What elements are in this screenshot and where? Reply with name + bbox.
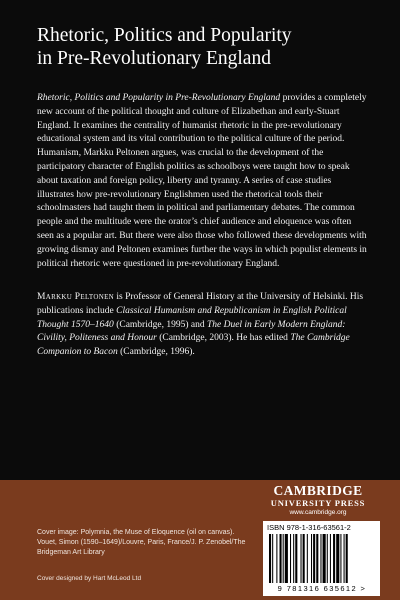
blurb-italic-title: Rhetoric, Politics and Popularity in Pre-Revolutionary England <box>37 93 281 103</box>
barcode-bar <box>280 534 282 583</box>
bio-book-2: The Duel in Early Modern England: Civility, Politeness and Honour <box>37 319 346 344</box>
bio-part-4: (Cambridge, 1996). <box>117 347 195 358</box>
barcode-bar <box>311 534 312 583</box>
publisher-logo <box>263 484 373 517</box>
barcode-bar <box>336 534 339 583</box>
barcode-bar <box>323 534 326 583</box>
barcode-bar <box>303 534 305 583</box>
bio-part-1: is Professor of General History at the University of Helsinki. His publications include <box>37 292 364 316</box>
title-line-1: Rhetoric, Politics and Popularity <box>37 25 292 46</box>
barcode-bar <box>313 534 315 583</box>
title-line-2: in Pre-Revolutionary England <box>37 48 271 69</box>
bio-book-3: The Cambridge Companion to Bacon <box>37 333 350 358</box>
barcode-bar <box>327 534 328 583</box>
bio-book-1: Classical Humanism and Republicanism in English Political Thought 1570–1640 <box>37 305 347 330</box>
cover-image-credit: Cover image: Polymnia, the Muse of Eloquence (oil on canvas). Vouet, Simon (1590–1649)/Louvre, Paris, France/J. P. Zenobel/The Bridgeman Art Library <box>37 529 246 556</box>
publisher-name: CAMBRIDGE <box>273 483 363 498</box>
barcode-bar <box>346 534 348 583</box>
publisher-website: www.cambridge.org <box>289 509 347 516</box>
barcode-bar <box>340 534 341 583</box>
author-bio <box>37 291 367 360</box>
blurb-text: provides a completely new account of the political thought and culture of Elizabethan and early-Stuart England. It examines the centrality of humanist rhetoric in the pre-revolutionary educational system and its vital contribution to the political culture of the period. Humanism, Markku Peltonen argues, was crucial to the development of the participatory character of English politics as schoolboys were taught how to speak about taxation and foreign policy, liberty and tyranny. A series of case studies illustrates how pre-revolutionary Englishmen used the rhetorical tools their schoolmasters had taught them in political and parliamentary debates. The common people and the multitude were the orator’s chief audience and eloquence was often seen as a popular art. But there were also those who followed these developments with growing dismay and Peltonen examines further the ways in which populist elements in political rhetoric were questioned in pre-revolutionary England. <box>37 93 367 269</box>
cover-designer-credit: Cover designed by Hart McLeod Ltd <box>37 575 142 582</box>
book-blurb <box>37 92 367 271</box>
bio-part-3: (Cambridge, 2003). He has edited <box>156 333 291 344</box>
bio-part-2: (Cambridge, 1995) and <box>113 319 207 330</box>
barcode-bars <box>269 534 375 583</box>
barcode-bar <box>316 534 318 583</box>
barcode-bar <box>272 534 273 583</box>
barcode-bar <box>307 534 308 583</box>
isbn-label: ISBN 978-1-316-63561-2 <box>267 523 351 532</box>
author-name: Markku Peltonen <box>37 292 114 302</box>
cover-bottom-band <box>0 480 400 600</box>
barcode-panel <box>263 521 380 596</box>
book-title <box>37 24 377 70</box>
barcode-bar <box>269 534 271 583</box>
barcode-bar <box>301 534 302 583</box>
barcode-bar <box>330 534 331 583</box>
barcode-bar <box>276 534 277 583</box>
barcode-bar <box>285 534 288 583</box>
barcode-bar <box>283 534 284 583</box>
barcode-bar <box>295 534 297 583</box>
barcode-bar <box>320 534 321 583</box>
barcode-bar <box>293 534 294 583</box>
barcode-bar <box>290 534 291 583</box>
publisher-press: UNIVERSITY PRESS <box>270 498 366 508</box>
barcode-digits: 9 781316 635612 > <box>277 584 367 593</box>
barcode-bar <box>344 534 345 583</box>
barcode-bar <box>333 534 335 583</box>
